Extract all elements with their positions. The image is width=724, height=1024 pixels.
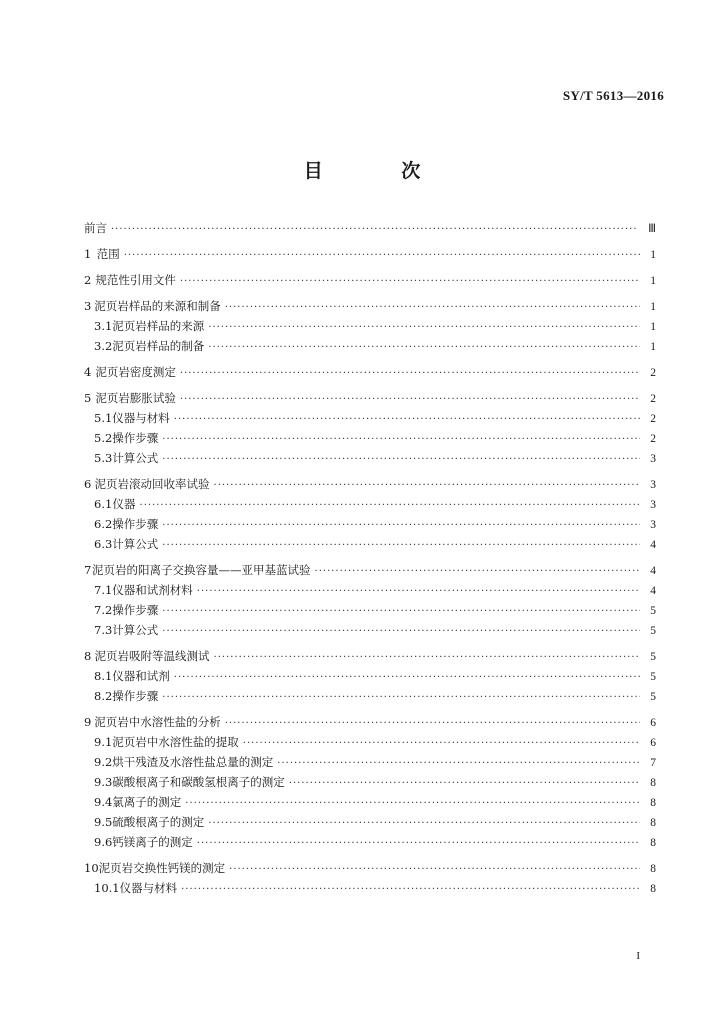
toc-entry-page: 8: [650, 817, 656, 829]
toc-entry-page: Ⅲ: [648, 223, 656, 235]
toc-entry-label: 仪器和试剂: [112, 669, 170, 683]
toc-entry-label: 泥页岩中水溶性盐的分析: [94, 715, 221, 729]
toc-entry-number: 7.3: [94, 623, 113, 637]
toc-entry-number: 6: [84, 477, 92, 491]
toc-entry-label: 操作步骤: [112, 517, 159, 531]
toc-entry-page: 5: [650, 605, 656, 617]
toc-entry-number: 7.1: [94, 583, 113, 597]
toc-entry-page: 3: [650, 499, 656, 511]
toc-entry-page: 2: [650, 433, 656, 445]
toc-entry-number: 9.6: [94, 835, 113, 849]
dot-leader: [180, 394, 640, 405]
toc-entry-page: 1: [650, 321, 656, 333]
toc-entry-label: 计算公式: [112, 451, 159, 465]
toc-entry[interactable]: [84, 338, 656, 358]
dot-leader: [162, 606, 640, 617]
dot-leader: [214, 652, 640, 663]
toc-entry-page: 1: [650, 275, 656, 287]
toc-entry-page: 6: [650, 717, 656, 729]
toc-entry-number: 5: [84, 391, 92, 405]
toc-entry[interactable]: [84, 430, 656, 450]
toc-entry-page: 4: [650, 565, 656, 577]
toc-entry-page: 4: [650, 539, 656, 551]
toc-entry-label: 硫酸根离子的测定: [112, 815, 205, 829]
toc-entry-page: 8: [650, 777, 656, 789]
toc-entry-number: 9: [84, 715, 92, 729]
toc-entry-page: 2: [650, 413, 656, 425]
toc-entry[interactable]: [84, 774, 656, 794]
toc-entry-page: 3: [650, 453, 656, 465]
toc-entry[interactable]: [84, 834, 656, 854]
toc-entry-page: 8: [650, 883, 656, 895]
toc-entry-label: 范围: [96, 247, 120, 261]
toc-entry-label: 碳酸根离子和碳酸氢根离子的测定: [112, 775, 285, 789]
toc-entry-label: 泥页岩滚动回收率试验: [94, 477, 210, 491]
toc-entry-number: 2: [84, 273, 92, 287]
dot-leader: [162, 626, 640, 637]
toc-entry-label: 钙镁离子的测定: [112, 835, 193, 849]
toc-entry[interactable]: [84, 318, 656, 338]
dot-leader: [225, 718, 640, 729]
toc-entry-label: 仪器与材料: [119, 881, 178, 895]
dot-leader: [208, 818, 640, 829]
toc-entry-number: 9.2: [94, 755, 113, 769]
toc-entry-number: 9.5: [94, 815, 113, 829]
toc-entry-number: 5.2: [94, 431, 113, 445]
dot-leader: [208, 342, 640, 353]
toc-entry-page: 5: [650, 625, 656, 637]
dot-leader: [140, 500, 640, 511]
toc-entry-number: 9.3: [94, 775, 113, 789]
toc-entry-number: 3.1: [94, 319, 113, 333]
toc-entry[interactable]: [84, 734, 656, 754]
toc-entry[interactable]: [84, 496, 656, 516]
toc-entry-label: 烘干残渣及水溶性盐总量的测定: [112, 755, 274, 769]
toc-entry-number: 6.1: [94, 497, 113, 511]
toc-entry-label: 计算公式: [112, 623, 159, 637]
toc-entry[interactable]: [84, 516, 656, 536]
toc-entry-page: 1: [650, 341, 656, 353]
toc-entry-page: 8: [650, 863, 656, 875]
toc-entry-page: 8: [650, 837, 656, 849]
dot-leader: [162, 692, 640, 703]
dot-leader: [111, 224, 638, 235]
toc-entry[interactable]: [84, 220, 656, 240]
dot-leader: [162, 520, 640, 531]
toc-entry-number: 8.1: [94, 669, 113, 683]
toc-entry-label: 操作步骤: [112, 603, 159, 617]
dot-leader: [180, 276, 640, 287]
toc-entry[interactable]: [84, 246, 656, 266]
toc-entry-label: 规范性引用文件: [95, 273, 176, 287]
dot-leader: [197, 586, 640, 597]
toc-entry-page: 8: [650, 797, 656, 809]
toc-entry-label: 仪器与材料: [112, 411, 170, 425]
dot-leader: [180, 368, 640, 379]
toc-entry-number: 7.2: [94, 603, 113, 617]
toc-entry-label: 泥页岩膨胀试验: [95, 391, 176, 405]
dot-leader: [162, 540, 640, 551]
toc-entry-number: 3: [84, 299, 92, 313]
toc-entry-label: 泥页岩交换性钙镁的测定: [98, 861, 226, 875]
toc-entry-number: 5.3: [94, 451, 113, 465]
toc-entry-label: 操作步骤: [112, 689, 159, 703]
dot-leader: [174, 414, 640, 425]
toc-entry-number: 8: [84, 649, 92, 663]
toc-entry[interactable]: [84, 364, 656, 384]
toc-entry-number: 7: [84, 563, 92, 577]
toc-entry-number: 9.4: [94, 795, 113, 809]
toc-entry-number: 5.1: [94, 411, 113, 425]
toc-entry-page: 2: [650, 393, 656, 405]
toc-entry[interactable]: [84, 450, 656, 470]
toc-entry[interactable]: [84, 582, 656, 602]
toc-entry-number: 10: [84, 861, 99, 875]
toc-entry[interactable]: [84, 476, 656, 496]
toc-entry-number: 9.1: [94, 735, 113, 749]
toc-entry-label: 前言: [84, 221, 107, 235]
toc-entry-page: 5: [650, 651, 656, 663]
toc-entry-page: 5: [650, 691, 656, 703]
toc-entry-page: 3: [650, 519, 656, 531]
dot-leader: [225, 302, 640, 313]
toc-entry-label: 泥页岩样品的来源和制备: [94, 299, 221, 313]
table-of-contents: [84, 220, 656, 900]
toc-entry-label: 泥页岩吸附等温线测试: [94, 649, 210, 663]
dot-leader: [197, 838, 640, 849]
toc-entry-page: 2: [650, 367, 656, 379]
toc-entry[interactable]: [84, 860, 656, 880]
dot-leader: [174, 672, 640, 683]
toc-entry[interactable]: [84, 648, 656, 668]
toc-entry[interactable]: [84, 410, 656, 430]
toc-entry[interactable]: [84, 668, 656, 688]
toc-entry-page: 5: [650, 671, 656, 683]
dot-leader: [124, 250, 640, 261]
toc-entry-page: 6: [650, 737, 656, 749]
dot-leader: [315, 566, 640, 577]
toc-entry-label: 泥页岩样品的制备: [112, 339, 205, 353]
dot-leader: [181, 884, 640, 895]
toc-entry-label: 仪器: [112, 497, 136, 511]
toc-entry[interactable]: [84, 880, 656, 900]
toc-entry-label: 泥页岩的阳离子交换容量——亚甲基蓝试验: [92, 563, 311, 577]
dot-leader: [277, 758, 640, 769]
toc-entry-label: 泥页岩中水溶性盐的提取: [112, 735, 239, 749]
toc-entry-label: 计算公式: [112, 537, 159, 551]
toc-entry-label: 氯离子的测定: [112, 795, 182, 809]
dot-leader: [289, 778, 640, 789]
toc-entry-number: 10.1: [94, 881, 120, 895]
toc-entry[interactable]: [84, 298, 656, 318]
toc-entry-page: 1: [650, 249, 656, 261]
page-title: 目 次: [303, 160, 457, 182]
dot-leader: [162, 454, 640, 465]
toc-entry[interactable]: [84, 562, 656, 582]
toc-entry[interactable]: [84, 714, 656, 734]
toc-entry-page: 7: [650, 757, 656, 769]
dot-leader: [243, 738, 640, 749]
standard-number: SY/T 5613—2016: [562, 88, 664, 103]
toc-entry[interactable]: [84, 390, 656, 410]
toc-entry-number: 6.2: [94, 517, 113, 531]
dot-leader: [229, 864, 640, 875]
toc-entry-page: 4: [650, 585, 656, 597]
toc-entry[interactable]: [84, 602, 656, 622]
toc-entry[interactable]: [84, 754, 656, 774]
toc-entry[interactable]: [84, 272, 656, 292]
dot-leader: [162, 434, 640, 445]
toc-entry-label: 操作步骤: [112, 431, 159, 445]
toc-entry[interactable]: [84, 536, 656, 556]
dot-leader: [214, 480, 640, 491]
toc-entry-number: 4: [84, 365, 92, 379]
toc-entry-label: 泥页岩样品的来源: [112, 319, 205, 333]
toc-entry-number: 1: [84, 247, 92, 261]
toc-entry-page: 3: [650, 479, 656, 491]
toc-entry[interactable]: [84, 794, 656, 814]
toc-entry[interactable]: [84, 688, 656, 708]
toc-entry[interactable]: [84, 622, 656, 642]
toc-entry-number: 8.2: [94, 689, 113, 703]
toc-entry-label: 仪器和试剂材料: [112, 583, 193, 597]
toc-entry-number: 6.3: [94, 537, 113, 551]
toc-entry-label: 泥页岩密度测定: [95, 365, 176, 379]
toc-entry-number: 3.2: [94, 339, 113, 353]
dot-leader: [208, 322, 640, 333]
dot-leader: [185, 798, 640, 809]
toc-entry[interactable]: [84, 814, 656, 834]
page-number: I: [636, 950, 640, 962]
toc-entry-page: 1: [650, 301, 656, 313]
